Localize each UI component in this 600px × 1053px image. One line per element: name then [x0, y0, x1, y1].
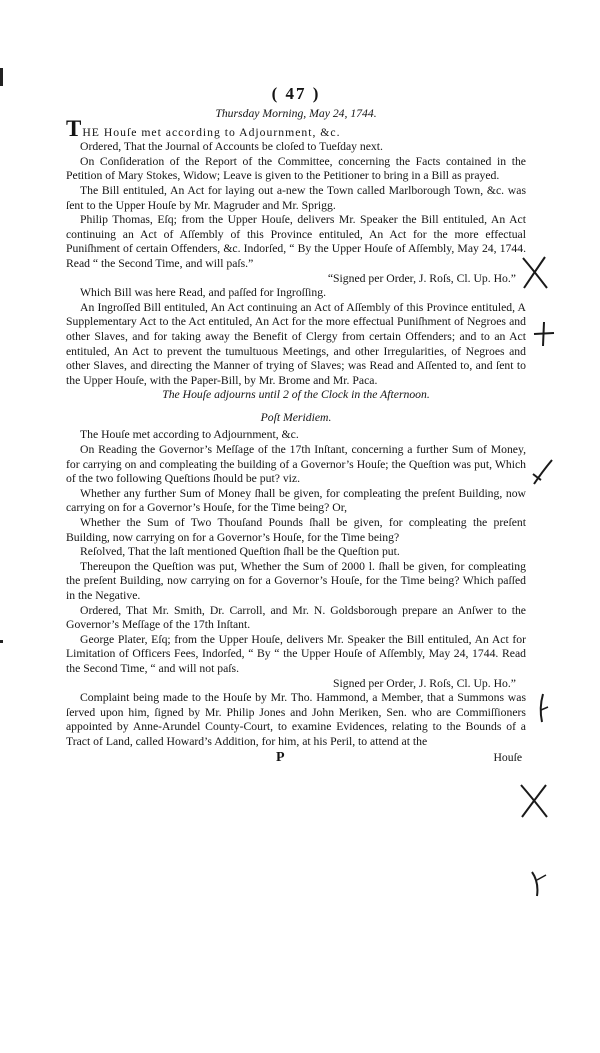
opening-text: HE Houſe met according to Adjournment, &c. — [82, 125, 341, 139]
margin-tick-mark — [530, 458, 556, 488]
paragraph: On Conſideration of the Report of the Committee, concerning the Facts contained in the Petition of Mary Stokes, Widow; Leave is given to the Petitioner to bring in a Bill as prayed. — [66, 154, 526, 183]
page-number: ( 47 ) — [271, 84, 321, 103]
margin-tick-mark — [527, 868, 549, 898]
adjournment-line: The Houſe adjourns until 2 of the Clock in the Afternoon. — [162, 388, 430, 402]
drop-cap: T — [66, 115, 83, 141]
catchword: Houſe — [493, 750, 522, 764]
signature-mark: P — [276, 749, 285, 765]
margin-cross-mark — [520, 255, 550, 291]
text-block — [66, 84, 526, 765]
margin-cross-mark — [518, 782, 550, 820]
paragraph: Which Bill was here Read, and paſſed for Ingroſſing. — [80, 286, 327, 300]
paragraph: Complaint being made to the Houſe by Mr. Tho. Hammond, a Member, that a Summons was ſerved upon him, ſigned by Mr. Philip Jones and John Meriken, Sen. who are Commiſſioners appointed by Anne-Arundel County-Court, to examine Evidences, relating to the Bounds of a Tract of Land, called Howard’s Addition, for him, at his Peril, to attend at the — [66, 691, 526, 748]
margin-plus-mark — [532, 320, 556, 348]
paragraph: Reſolved, That the laſt mentioned Queſtion ſhall be the Queſtion put. — [80, 545, 400, 559]
paragraph: Ordered, That the Journal of Accounts be cloſed to Tueſday next. — [80, 140, 383, 154]
paragraph: Ordered, That Mr. Smith, Dr. Carroll, and Mr. N. Goldsborough prepare an Anſwer to the Governor’s Meſſage of the 17th Inſtant. — [66, 603, 526, 632]
section-heading: Poſt Meridiem. — [260, 410, 332, 424]
paragraph: Whether any further Sum of Money ſhall be given, for compleating the preſent Building, now carrying on for a Governor’s Houſe, for the Time being? Or, — [66, 486, 526, 515]
dateline: Thursday Morning, May 24, 1744. — [215, 107, 377, 120]
paragraph: Thereupon the Queſtion was put, Whether the Sum of 2000 l. ſhall be given, for compleating the preſent Building, now carrying on for a Governor’s Houſe, for the Time being? Which paſſed in the Negative. — [66, 559, 526, 602]
paragraph: The Houſe met according to Adjournment, &c. — [80, 428, 299, 442]
opening-paragraph — [66, 115, 526, 141]
paragraph: An Ingroſſed Bill entituled, An Act continuing an Act of Aſſembly of this Province entituled, A Supplementary Act to the Act entituled, An Act for the more effectual Puniſhment of Negroes and other Slaves, and for taking away the Benefit of Clergy from certain Offenders; and to an Act entituled, An Act to prevent the tumultuous Meetings, and other Irregularities, of Negroes and other Slaves, and directing the Manner of trying of Slaves; was Read and Aſſented to, and ſent to the Upper Houſe, with the Paper-Bill, by Mr. Brome and Mr. Paca. — [66, 300, 526, 387]
scan-edge-mark — [0, 68, 3, 86]
signed-line: Signed per Order, J. Roſs, Cl. Up. Ho.” — [333, 676, 516, 690]
margin-tick-mark — [533, 692, 551, 724]
paragraph: Philip Thomas, Eſq; from the Upper Houſe, delivers Mr. Speaker the Bill entituled, An Act continuing an Act of Aſſembly of this Province entituled, An Act for the more effectual Puniſhment of certain Offenders, &c. Indorſed, “ By the Upper Houſe of Aſſembly, May 24, 1744. Read “ the Second Time, and will paſs.” — [66, 213, 526, 270]
paragraph: Whether the Sum of Two Thouſand Pounds ſhall be given, for compleating the preſent Building, now carrying on for a Governor’s Houſe, for the Time being? — [66, 516, 526, 544]
page-footer — [66, 751, 526, 766]
paragraph: On Reading the Governor’s Meſſage of the 17th Inſtant, concerning a further Sum of Money, for carrying on and compleating the building of a Governor’s Houſe; the Queſtion was put, Which of the two following Queſtions ſhould be put? viz. — [66, 443, 526, 486]
paragraph: George Plater, Eſq; from the Upper Houſe, delivers Mr. Speaker the Bill entituled, An Act for Limitation of Officers Fees, Indorſed, “ By “ the Upper Houſe of Aſſembly, May 24, 1744. Read the Second Time, “ and will not paſs. — [66, 632, 526, 675]
signed-line: “Signed per Order, J. Roſs, Cl. Up. Ho.” — [327, 271, 516, 285]
paragraph: The Bill entituled, An Act for laying out a-new the Town called Marlborough Town, &c. was ſent to the Upper Houſe by Mr. Magruder and Mr. Sprigg. — [66, 183, 526, 212]
scan-edge-mark — [0, 640, 3, 643]
